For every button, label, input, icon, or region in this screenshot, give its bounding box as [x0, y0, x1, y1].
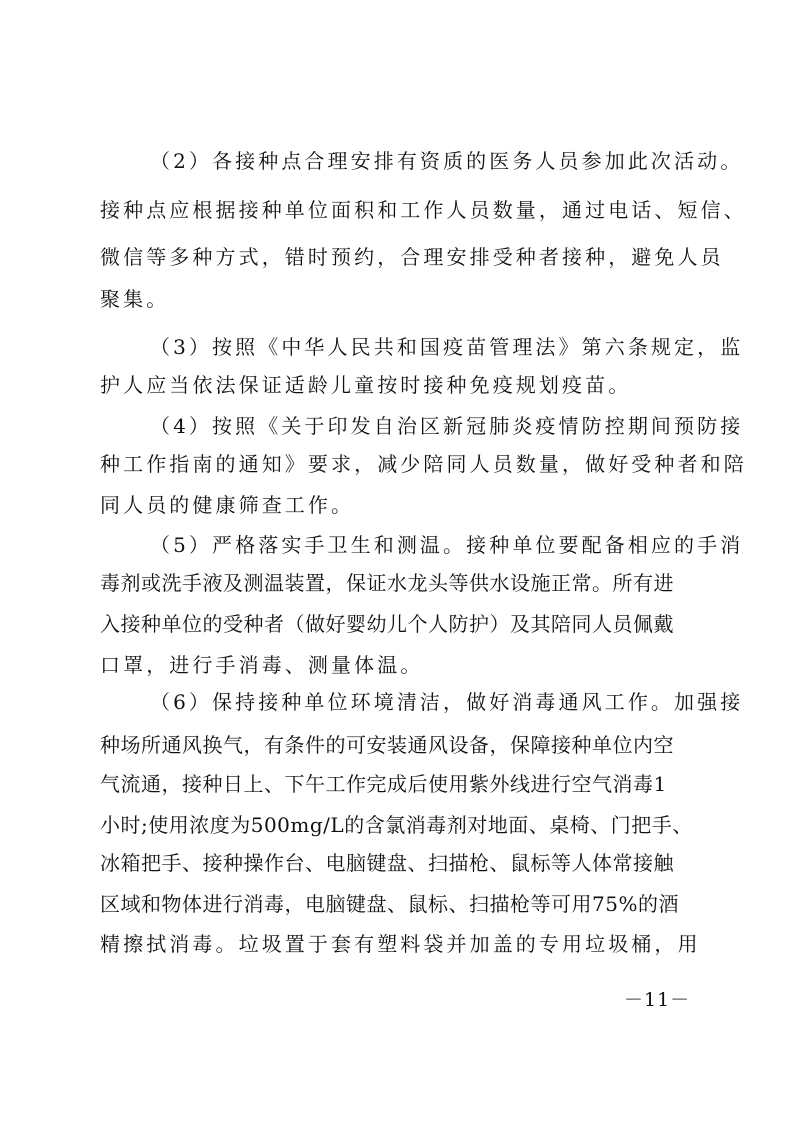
page-number: －11－	[624, 989, 691, 1011]
paragraph-5-line-1: （5）严格落实手卫生和测温。接种单位要配备相应的手消	[150, 533, 744, 557]
paragraph-5-line-2: 毒剂或洗手液及测温装置，保证水龙头等供水设施正常。所有进	[100, 571, 674, 595]
paragraph-6-line-2: 种场所通风换气，有条件的可安装通风设备，保障接种单位内空	[100, 733, 674, 757]
paragraph-3-line-2: 护人应当依法保证适龄儿童按时接种免疫规划疫苗。	[100, 373, 632, 397]
paragraph-6-line-3: 气流通，接种日上、下午工作完成后使用紫外线进行空气消毒1	[100, 772, 667, 796]
paragraph-6-line-5: 冰箱把手、接种操作台、电脑键盘、扫描枪、鼠标等人体常接触	[100, 851, 674, 875]
paragraph-6-line-7: 精擦拭消毒。垃圾置于套有塑料袋并加盖的专用垃圾桶，用	[100, 932, 701, 956]
paragraph-4-line-2: 种工作指南的通知》要求，减少陪同人员数量，做好受种者和陪	[100, 452, 747, 476]
paragraph-4-line-1: （4）按照《关于印发自治区新冠肺炎疫情防控期间预防接	[150, 414, 744, 438]
paragraph-2-line-3: 微信等多种方式，错时预约，合理安排受种者接种，避免人员	[100, 245, 724, 269]
paragraph-4-line-3: 同人员的健康筛查工作。	[100, 493, 355, 517]
paragraph-6-line-4: 小时;使用浓度为500mg/L的含氯消毒剂对地面、桌椅、门把手、	[100, 813, 693, 837]
paragraph-2-line-1: （2）各接种点合理安排有资质的医务人员参加此次活动。	[150, 149, 744, 173]
paragraph-6-line-1: （6）保持接种单位环境清洁，做好消毒通风工作。加强接	[150, 690, 744, 714]
paragraph-6-line-6: 区域和物体进行消毒，电脑键盘、鼠标、扫描枪等可用75%的酒	[100, 892, 679, 916]
paragraph-3-line-1: （3）按照《中华人民共和国疫苗管理法》第六条规定，监	[150, 335, 744, 359]
paragraph-2-line-4: 聚集。	[100, 287, 170, 311]
paragraph-5-line-3: 入接种单位的受种者（做好婴幼儿个人防护）及其陪同人员佩戴	[100, 612, 674, 636]
paragraph-2-line-2: 接种点应根据接种单位面积和工作人员数量，通过电话、短信、	[100, 198, 747, 222]
paragraph-5-line-4: 口罩，进行手消毒、测量体温。	[100, 653, 424, 677]
